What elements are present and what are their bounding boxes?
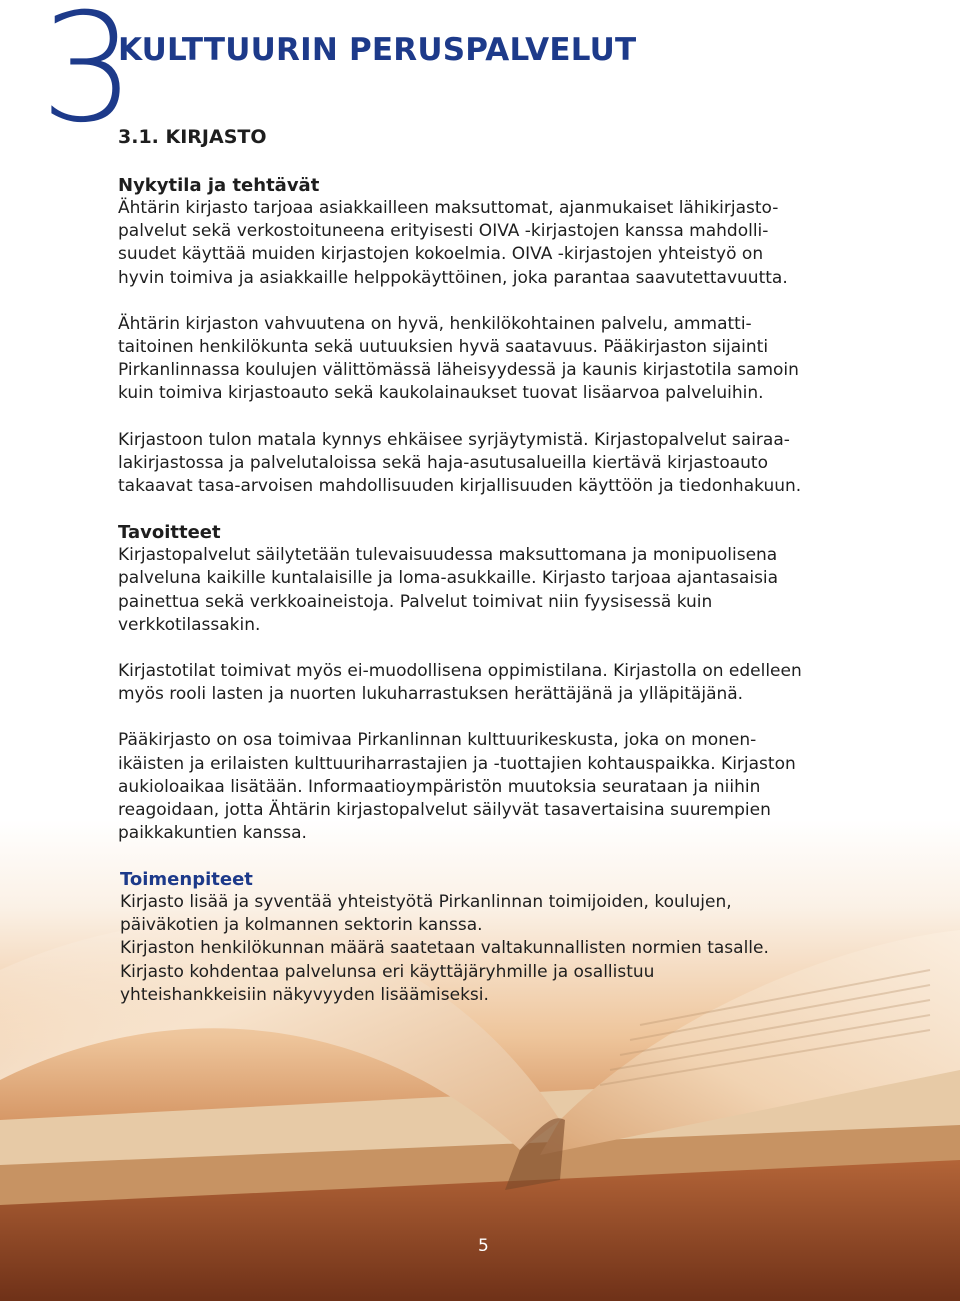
action-line: Kirjasto kohdentaa palvelunsa eri käyttäjäryhmille ja osallistuu bbox=[120, 961, 655, 982]
paragraph-line: kuin toimiva kirjastoauto sekä kaukolainaukset tuovat lisäarvoa palveluihin. bbox=[118, 383, 764, 404]
paragraph-line: suudet käyttää muiden kirjastojen kokoelmia. OIVA -kirjastojen yhteistyö on bbox=[118, 244, 764, 265]
paragraph-line: Pääkirjasto on osa toimivaa Pirkanlinnan kulttuurikeskusta, joka on monen- bbox=[118, 730, 757, 751]
paragraph-line: reagoidaan, jotta Ähtärin kirjastopalvelut säilyvät tasavertaisina suurempien bbox=[118, 800, 771, 821]
actions-section bbox=[120, 868, 940, 1007]
heading-goals: Tavoitteet bbox=[118, 522, 221, 544]
paragraph-line: Kirjastotilat toimivat myös ei-muodollisena oppimistilana. Kirjastolla on edelleen bbox=[118, 661, 802, 682]
paragraph-line: palvelut sekä verkostoituneena erityisesti OIVA -kirjastojen kanssa mahdolli- bbox=[118, 221, 769, 242]
paragraph-line: Pirkanlinnassa koulujen välittömässä läheisyydessä ja kaunis kirjastotila samoin bbox=[118, 360, 799, 381]
paragraph-line: verkkotilassakin. bbox=[118, 614, 261, 635]
paragraph-line: paikkakuntien kanssa. bbox=[118, 823, 307, 844]
paragraph-line: palveluna kaikille kuntalaisille ja loma-asukkaille. Kirjasto tarjoaa ajantasaisia bbox=[118, 568, 779, 589]
body-text bbox=[118, 174, 938, 845]
paragraph-line: aukioloaikaa lisätään. Informaatioympäristön muutoksia seurataan ja niihin bbox=[118, 776, 761, 797]
paragraph-line: ikäisten ja erilaisten kulttuuriharrastajien ja -tuottajien kohtauspaikka. Kirjaston bbox=[118, 753, 796, 774]
action-line: Kirjaston henkilökunnan määrä saatetaan valtakunnallisten normien tasalle. bbox=[120, 938, 769, 959]
page-number: 5 bbox=[478, 1236, 489, 1256]
action-line: Kirjasto lisää ja syventää yhteistyötä Pirkanlinnan toimijoiden, koulujen, bbox=[120, 892, 732, 912]
action-line: päiväkotien ja kolmannen sektorin kanssa. bbox=[120, 915, 483, 936]
action-line: yhteishankkeisiin näkyvyyden lisäämiseksi. bbox=[120, 984, 489, 1005]
paragraph-line: taitoinen henkilökunta sekä uutuuksien hyvä saatavuus. Pääkirjaston sijainti bbox=[118, 337, 769, 358]
heading-actions: Toimenpiteet bbox=[120, 869, 253, 890]
chapter-number: 3 bbox=[40, 0, 136, 156]
paragraph-line: Kirjastoon tulon matala kynnys ehkäisee syrjäytymistä. Kirjastopalvelut sairaa- bbox=[118, 429, 790, 450]
paragraph-line: hyvin toimiva ja asiakkaille helppokäyttöinen, joka parantaa saavutettavuutta. bbox=[118, 267, 788, 288]
paragraph-line: Kirjastopalvelut säilytetään tulevaisuudessa maksuttomana ja monipuolisena bbox=[118, 545, 778, 566]
chapter-title: KULTTUURIN PERUSPALVELUT bbox=[118, 32, 637, 68]
heading-current-state: Nykytila ja tehtävät bbox=[118, 175, 320, 196]
paragraph-line: lakirjastossa ja palvelutaloissa sekä haja-asutusalueilla kiertävä kirjastoauto bbox=[118, 452, 768, 473]
paragraph-line: myös rooli lasten ja nuorten lukuharrastuksen herättäjänä ja ylläpitäjänä. bbox=[118, 684, 744, 705]
paragraph-line: Ähtärin kirjaston vahvuutena on hyvä, henkilökohtainen palvelu, ammatti- bbox=[118, 313, 752, 334]
paragraph-line: Ähtärin kirjasto tarjoaa asiakkailleen maksuttomat, ajanmukaiset lähikirjasto- bbox=[118, 198, 779, 218]
paragraph-line: painettua sekä verkkoaineistoja. Palvelut toimivat niin fyysisessä kuin bbox=[118, 591, 713, 612]
section-title: 3.1. KIRJASTO bbox=[118, 126, 267, 148]
paragraph-line: takaavat tasa-arvoisen mahdollisuuden kirjallisuuden käyttöön ja tiedonhakuun. bbox=[118, 476, 802, 497]
